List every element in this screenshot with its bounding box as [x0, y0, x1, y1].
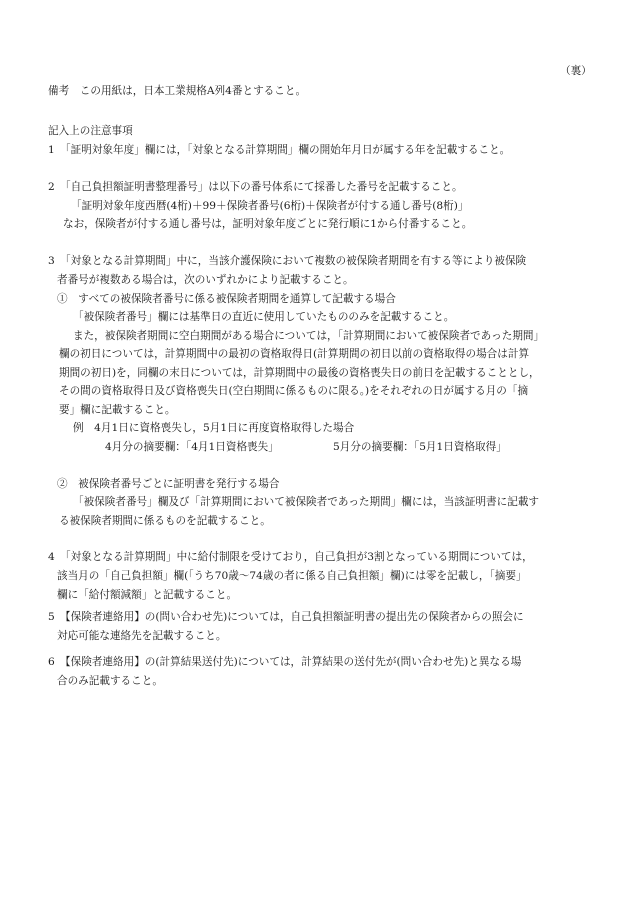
note-item-5-line-1: 5 【保険者連絡用】の(問い合わせ先)については，自己負担額証明書の提出先の保険者からの照会に	[48, 611, 524, 623]
note-item-4-line-2: 該当月の「自己負担額」欄(「うち70歳～74歳の者に係る自己負担額」欄)には零を記載し，「摘要」	[57, 570, 527, 582]
note-item-2-line-1: 2 「自己負担額証明書整理番号」は以下の番号体系にて採番した番号を記載すること。	[48, 181, 463, 193]
sub-2-line-1: 「被保険者番号」欄及び「計算期間において被保険者であった期間」欄には，当該証明書に記載す	[73, 496, 540, 508]
sub-1-line-2: また，被保険者期間に空白期間がある場合については，「計算期間において被保険者であった期間」	[73, 330, 545, 342]
section-heading: 記入上の注意事項	[48, 125, 133, 137]
sub-1-line-4: 期間の初日)を，同欄の末日については，計算期間中の最後の資格喪失日の前日を記載することとし，	[59, 367, 540, 379]
example-april: 4月分の摘要欄：「4月1日資格喪失」	[105, 441, 279, 453]
page-side-label: （裏）	[560, 65, 592, 77]
note-item-4-line-1: 4 「対象となる計算期間」中に給付制限を受けており，自己負担が3割となっている期間については，	[48, 551, 533, 563]
example-may: 5月分の摘要欄：「5月1日資格取得」	[333, 441, 507, 453]
sub-1-line-1: 「被保険者番号」欄には基準日の直近に使用していたもののみを記載すること。	[73, 311, 455, 323]
note-item-6-line-1: 6 【保険者連絡用】の(計算結果送付先)については，計算結果の送付先が(問い合わせ先)と異なる場	[48, 656, 522, 668]
note-item-3-line-2: 者番号が複数ある場合は，次のいずれかにより記載すること。	[57, 274, 354, 286]
note-item-2-line-3: なお，保険者が付する通し番号は，証明対象年度ごとに発行順に1から付番すること。	[63, 218, 473, 230]
note-item-6-line-2: 合のみ記載すること。	[57, 675, 163, 687]
note-item-5-line-2: 対応可能な連絡先を記載すること。	[57, 630, 227, 642]
sub-1-line-5: その間の資格取得日及び資格喪失日(空白期間に係るものに限る。)をそれぞれの日が属する月の「摘	[59, 385, 529, 397]
note-item-1-line-1: 1 「証明対象年度」欄には，「対象となる計算期間」欄の開始年月日が属する年を記載すること。	[48, 144, 511, 156]
sub-1-title: ① すべての被保険者番号に係る被保険者期間を通算して記載する場合	[57, 293, 396, 305]
sub-2-line-2: る被保険者期間に係るものを記載すること。	[59, 515, 271, 527]
sub-2-title: ② 被保険者番号ごとに証明書を発行する場合	[57, 478, 280, 490]
note-item-4-line-3: 欄に「給付額減額」と記載すること。	[57, 589, 238, 601]
remark-text: 備考 この用紙は，日本工業規格A列4番とすること。	[48, 85, 307, 97]
example-title: 例 4月1日に資格喪失し，5月1日に再度資格取得した場合	[73, 422, 355, 434]
sub-1-line-6: 要」欄に記載すること。	[59, 404, 176, 416]
sub-1-line-3: 欄の初日については，計算期間中の最初の資格取得日(計算期間の初日以前の資格取得の場合は計算	[59, 348, 530, 360]
note-item-2-line-2: 「証明対象年度西暦(4桁)＋99＋保険者番号(6桁)＋保険者が付する通し番号(8桁)」	[71, 200, 469, 212]
note-item-3-line-1: 3 「対象となる計算期間」中に，当該介護保険において複数の被保険者期間を有する等により被保険	[48, 255, 527, 267]
